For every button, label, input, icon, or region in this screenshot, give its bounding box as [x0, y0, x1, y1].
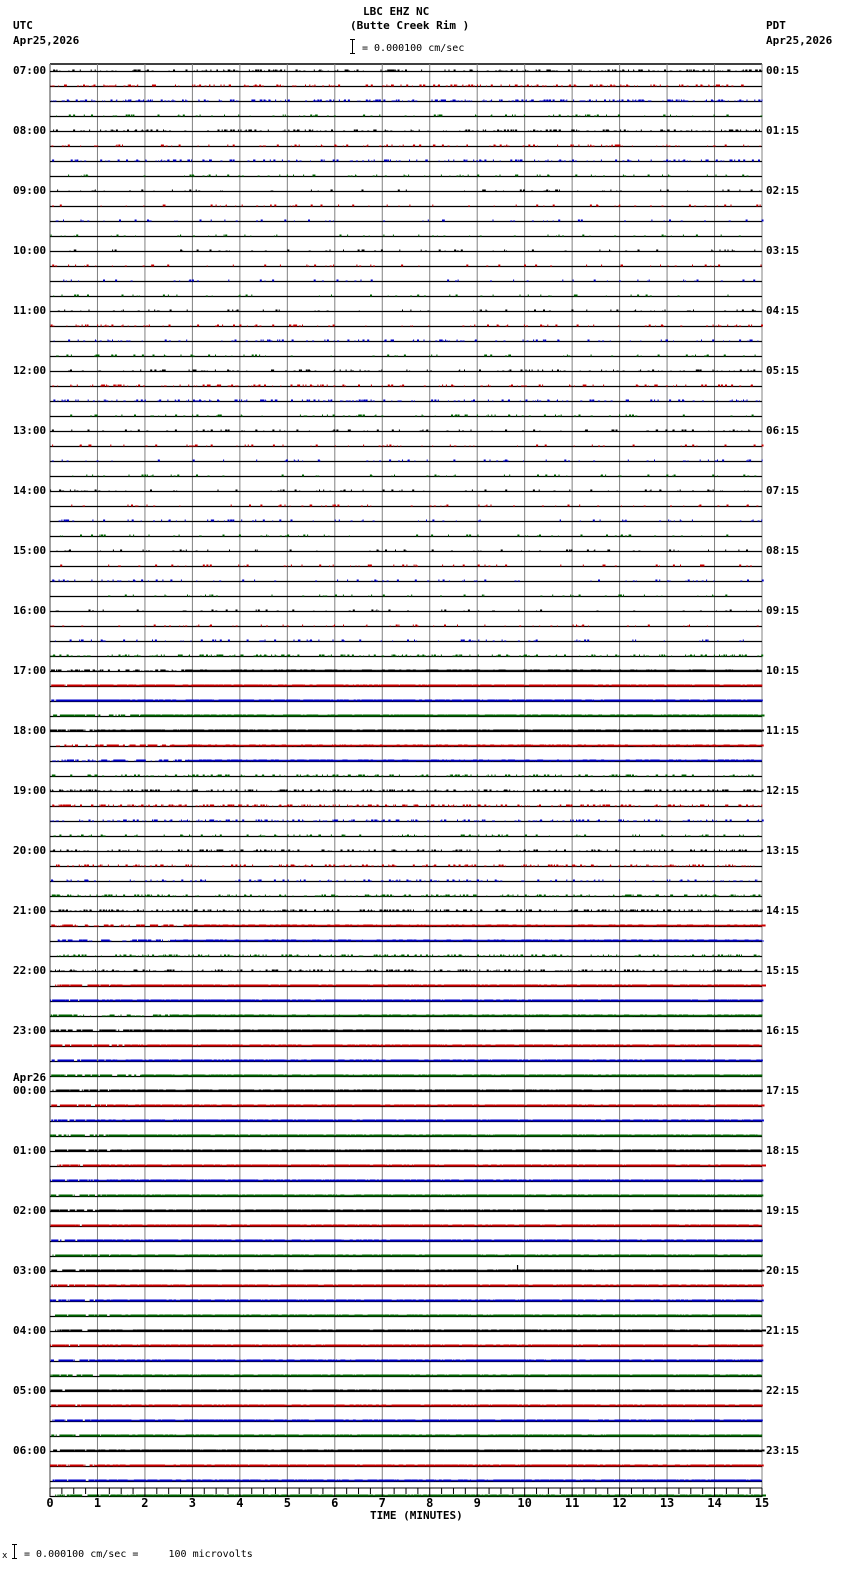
- utc-hour-label: 12:00: [13, 364, 47, 377]
- utc-hour-label: 03:00: [13, 1264, 47, 1277]
- left-timezone: UTC: [13, 19, 33, 32]
- utc-hour-label: 19:00: [13, 784, 47, 797]
- x-tick-label: 8: [426, 1496, 434, 1510]
- pdt-hour-label: 15:15: [766, 964, 800, 977]
- utc-hour-label: 02:00: [13, 1204, 47, 1217]
- x-tick-label: 2: [141, 1496, 149, 1510]
- x-tick-label: 4: [236, 1496, 244, 1510]
- utc-hour-label: 20:00: [13, 844, 47, 857]
- station-location: (Butte Creek Rim ): [350, 19, 470, 32]
- right-timezone: PDT: [766, 19, 786, 32]
- pdt-hour-label: 03:15: [766, 244, 800, 257]
- pdt-hour-label: 11:15: [766, 724, 800, 737]
- x-tick-label: 1: [93, 1496, 102, 1510]
- utc-hour-label: 00:00: [13, 1084, 47, 1097]
- pdt-hour-label: 13:15: [766, 844, 800, 857]
- pdt-hour-label: 20:15: [766, 1264, 800, 1277]
- utc-hour-label: 22:00: [13, 964, 47, 977]
- pdt-hour-label: 10:15: [766, 664, 800, 677]
- left-date: Apr25,2026: [13, 34, 80, 47]
- x-tick-label: 13: [659, 1496, 675, 1510]
- utc-hour-label: 01:00: [13, 1144, 47, 1157]
- pdt-hour-label: 16:15: [766, 1024, 800, 1037]
- x-tick-label: 15: [754, 1496, 770, 1510]
- utc-hour-label: 18:00: [13, 724, 47, 737]
- scale-text: = 0.000100 cm/sec: [362, 43, 465, 54]
- pdt-hour-label: 21:15: [766, 1324, 800, 1337]
- x-tick-label: 12: [612, 1496, 627, 1510]
- utc-hour-label: 15:00: [13, 544, 47, 557]
- pdt-hour-label: 23:15: [766, 1444, 800, 1457]
- utc-hour-label: 05:00: [13, 1384, 47, 1397]
- pdt-hour-label: 19:15: [766, 1204, 800, 1217]
- pdt-hour-label: 09:15: [766, 604, 800, 617]
- utc-hour-label: 14:00: [13, 484, 47, 497]
- utc-hour-label: 09:00: [13, 184, 47, 197]
- footer-marker: x: [2, 1551, 8, 1561]
- right-date: Apr25,2026: [766, 34, 833, 47]
- pdt-hour-label: 07:15: [766, 484, 800, 497]
- utc-hour-label: 04:00: [13, 1324, 47, 1337]
- pdt-hour-label: 17:15: [766, 1084, 800, 1097]
- utc-hour-label: 21:00: [13, 904, 47, 917]
- pdt-hour-label: 05:15: [766, 364, 800, 377]
- pdt-hour-label: 18:15: [766, 1144, 800, 1157]
- x-tick-label: 6: [331, 1496, 339, 1510]
- pdt-hour-label: 08:15: [766, 544, 800, 557]
- utc-hour-label: 10:00: [13, 244, 47, 257]
- utc-hour-label: 23:00: [13, 1024, 47, 1037]
- utc-hour-label: 13:00: [13, 424, 47, 437]
- utc-hour-label: 06:00: [13, 1444, 47, 1457]
- footer-scale-text: = 0.000100 cm/sec = 100 microvolts: [24, 1549, 253, 1560]
- x-tick-label: 9: [473, 1496, 481, 1510]
- pdt-hour-label: 22:15: [766, 1384, 800, 1397]
- utc-hour-label: 08:00: [13, 124, 47, 137]
- utc-hour-label: 17:00: [13, 664, 47, 677]
- pdt-hour-label: 02:15: [766, 184, 800, 197]
- x-tick-label: 10: [517, 1496, 532, 1510]
- x-tick-label: 11: [564, 1496, 580, 1510]
- x-tick-label: 0: [46, 1496, 54, 1510]
- station-title: LBC EHZ NC: [363, 5, 430, 18]
- pdt-hour-label: 00:15: [766, 64, 800, 77]
- pdt-hour-label: 12:15: [766, 784, 800, 797]
- footer-scale-bar-icon: [10, 1543, 20, 1561]
- utc-hour-label: 07:00: [13, 64, 47, 77]
- pdt-hour-label: 01:15: [766, 124, 800, 137]
- utc-hour-label: 11:00: [13, 304, 47, 317]
- pdt-hour-label: 06:15: [766, 424, 800, 437]
- pdt-hour-label: 14:15: [766, 904, 800, 917]
- date-change-label: Apr26: [13, 1071, 47, 1084]
- x-tick-label: 14: [707, 1496, 722, 1510]
- x-axis-label: TIME (MINUTES): [370, 1509, 463, 1522]
- x-tick-label: 3: [188, 1496, 196, 1510]
- x-tick-label: 5: [283, 1496, 291, 1510]
- utc-hour-label: 16:00: [13, 604, 47, 617]
- x-tick-label: 7: [378, 1496, 386, 1510]
- pdt-hour-label: 04:15: [766, 304, 800, 317]
